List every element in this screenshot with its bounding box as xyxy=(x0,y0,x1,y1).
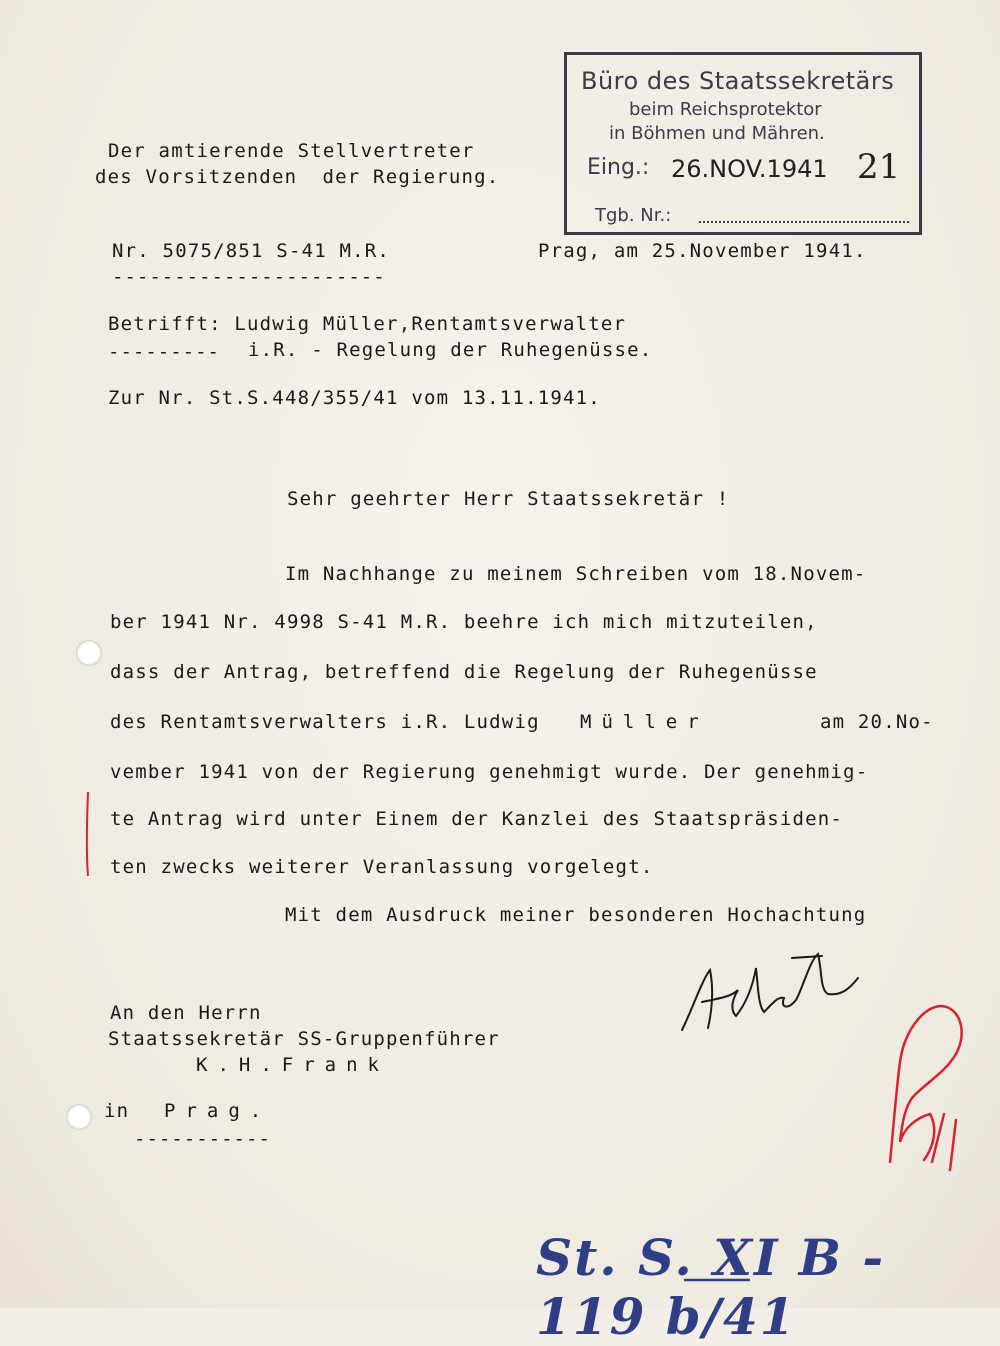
stamp-office-line: Büro des Staatssekretärs xyxy=(581,67,895,95)
body-line: Im Nachhange zu meinem Schreiben vom 18.Novem- xyxy=(285,563,867,585)
recipient-line: An den Herrn xyxy=(110,1002,262,1024)
body-line: te Antrag wird unter Einem der Kanzlei des Staatspräsiden- xyxy=(110,808,844,830)
file-number-underline xyxy=(680,1238,760,1286)
stamp-office-line: in Böhmen und Mähren. xyxy=(609,123,825,144)
red-initials xyxy=(860,1002,980,1172)
recipient-city-prefix: in xyxy=(104,1100,130,1122)
body-line: vember 1941 von der Regierung genehmigt wurde. Der genehmig- xyxy=(110,761,869,783)
closing: Mit dem Ausdruck meiner besonderen Hochachtung xyxy=(285,904,867,926)
subject-dashes: --------- xyxy=(108,341,220,363)
salutation: Sehr geehrter Herr Staatssekretär ! xyxy=(287,488,730,510)
place-date: Prag, am 25.November 1941. xyxy=(538,240,867,262)
stamp-received-number: 21 xyxy=(857,147,901,187)
recipient-underline: ----------- xyxy=(134,1128,271,1150)
body-name-spaced: Müller xyxy=(580,711,709,733)
stamp-journal-label: Tgb. Nr.: xyxy=(595,205,672,226)
subject-line: Betrifft: Ludwig Müller,Rentamtsverwalter xyxy=(108,313,627,335)
recipient-line: Staatssekretär SS-Gruppenführer xyxy=(108,1028,500,1050)
subject-line: i.R. - Regelung der Ruhegenüsse. xyxy=(248,339,653,361)
red-margin-mark xyxy=(82,790,94,880)
body-line: ten zwecks weiterer Veranlassung vorgelegt. xyxy=(110,856,654,878)
recipient-name: K.H.Frank xyxy=(196,1054,389,1076)
file-number: St. S. XI B - 119 b/41 xyxy=(536,1228,886,1346)
stamp-received-date: 26.NOV.1941 xyxy=(671,155,828,183)
body-line: ber 1941 Nr. 4998 S-41 M.R. beehre ich mich mitzuteilen, xyxy=(110,611,818,633)
reference-number: Nr. 5075/851 S-41 M.R. xyxy=(112,240,391,262)
receipt-stamp xyxy=(564,52,922,235)
body-line: am 20.No- xyxy=(820,711,934,733)
recipient-city: Prag. xyxy=(164,1100,272,1122)
body-line: des Rentamtsverwalters i.R. Ludwig xyxy=(110,711,540,733)
stamp-received-label: Eing.: xyxy=(587,155,650,180)
signature xyxy=(672,950,872,1040)
body-line: dass der Antrag, betreffend die Regelung der Ruhegenüsse xyxy=(110,661,818,683)
sender-line: Der amtierende Stellvertreter xyxy=(108,140,475,162)
subject-reference: Zur Nr. St.S.448/355/41 vom 13.11.1941. xyxy=(108,387,601,409)
reference-underline: ---------------------- xyxy=(112,266,386,288)
stamp-journal-line xyxy=(699,221,909,223)
sender-line: des Vorsitzenden der Regierung. xyxy=(95,166,500,188)
stamp-office-line: beim Reichsprotektor xyxy=(629,99,822,120)
punch-hole xyxy=(76,640,102,666)
punch-hole xyxy=(66,1104,92,1130)
